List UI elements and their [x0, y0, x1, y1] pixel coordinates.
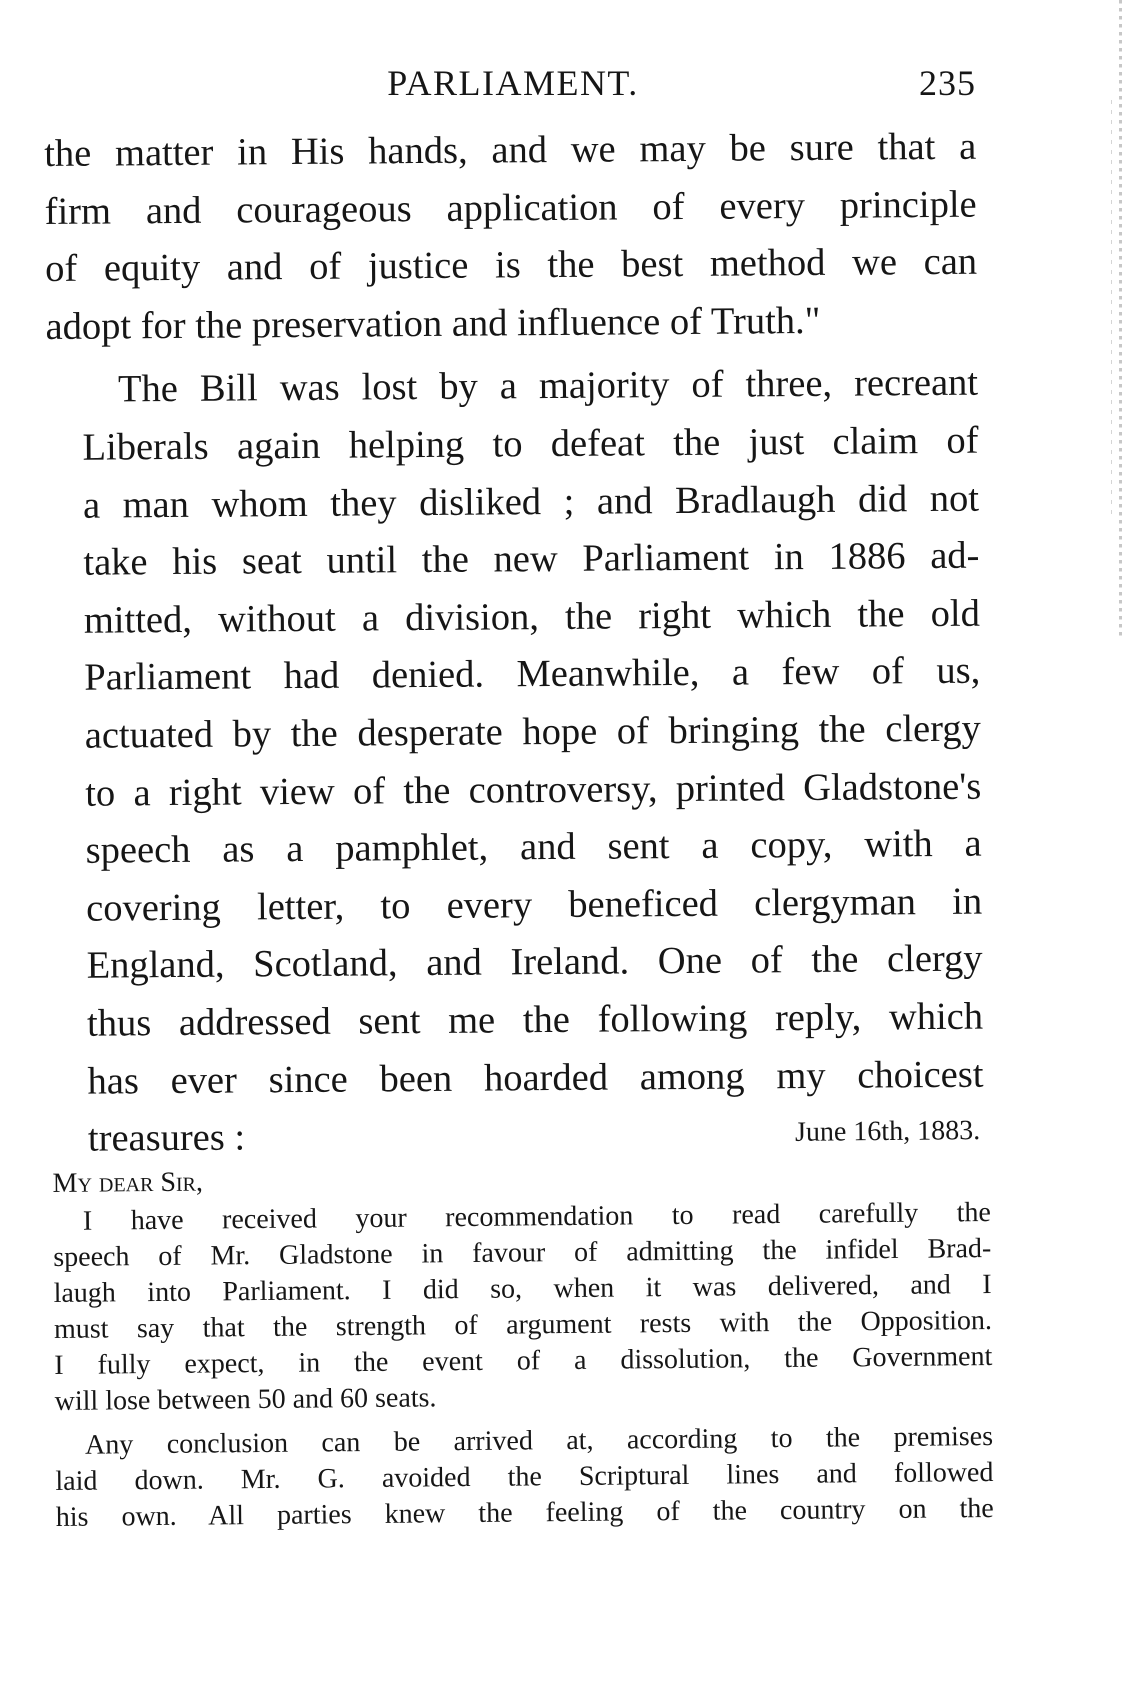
letter-date: June 16th, 1883. [794, 1115, 981, 1148]
page-header [50, 62, 976, 114]
text-line: thus addressed sent me the following reply, which [86, 995, 984, 1045]
paragraph-continued [44, 119, 978, 357]
letter-paragraph [53, 1195, 993, 1420]
page-number: 235 [919, 63, 976, 103]
body-text [44, 119, 984, 1169]
text-line: actuated by the desperate hope of bringing the clergy [84, 707, 981, 757]
text-line: has ever since been hoarded among my choicest [87, 1053, 984, 1103]
text-line: Liberals again helping to defeat the just claim of [82, 419, 979, 469]
letter-salutation: My dear Sir, [52, 1166, 204, 1199]
quoted-letter [52, 1113, 994, 1536]
text-line: treasures : [87, 1116, 246, 1160]
text-line: a man whom they disliked ; and Bradlaugh did not [82, 477, 980, 527]
page-gutter-shadow [1119, 0, 1122, 640]
page-gutter-shadow-inner [1111, 100, 1112, 520]
text-line: adopt for the preservation and influence of Truth." [45, 299, 821, 348]
text-line: speech as a pamphlet, and sent a copy, with a [85, 822, 982, 872]
text-line: of equity and of justice is the best method we can [44, 240, 978, 291]
text-line: to a right view of the controversy, printed Gladstone's [85, 765, 982, 815]
paragraph-bill-lost [46, 355, 984, 1169]
text-line: the matter in His hands, and we may be sure that a [44, 125, 977, 175]
letter-line: his own. All parties knew the feeling of the country on the [55, 1492, 994, 1533]
text-line: covering letter, to every beneficed clergyman in [85, 880, 983, 930]
letter-line: I have received your recommendation to read carefully the [82, 1196, 992, 1237]
text-line: England, Scotland, and Ireland. One of the clergy [86, 937, 983, 988]
letter-line: laugh into Parliament. I did so, when it was delivered, and I [53, 1268, 992, 1309]
running-head: PARLIAMENT. [387, 63, 639, 103]
letter-paragraph [55, 1419, 994, 1536]
text-line: Parliament had denied. Meanwhile, a few of us, [84, 650, 981, 700]
text-line: take his seat until the new Parliament in 1886 ad- [83, 534, 980, 584]
letter-line: Any conclusion can be arrived at, according to the premises [84, 1420, 994, 1461]
letter-line: I fully expect, in the event of a dissolution, the Government [54, 1340, 993, 1381]
letter-line: must say that the strength of argument rests with the Opposition. [53, 1304, 993, 1345]
letter-line: will lose between 50 and 60 seats. [54, 1382, 437, 1417]
letter-line: speech of Mr. Gladstone in favour of admitting the infidel Brad- [53, 1232, 992, 1273]
text-line: mitted, without a division, the right which the old [83, 592, 981, 642]
letter-line: laid down. Mr. G. avoided the Scriptural lines and followed [55, 1456, 994, 1497]
text-line: The Bill was lost by a majority of three, recreant [117, 362, 979, 411]
text-line: firm and courageous application of every principle [44, 183, 977, 233]
